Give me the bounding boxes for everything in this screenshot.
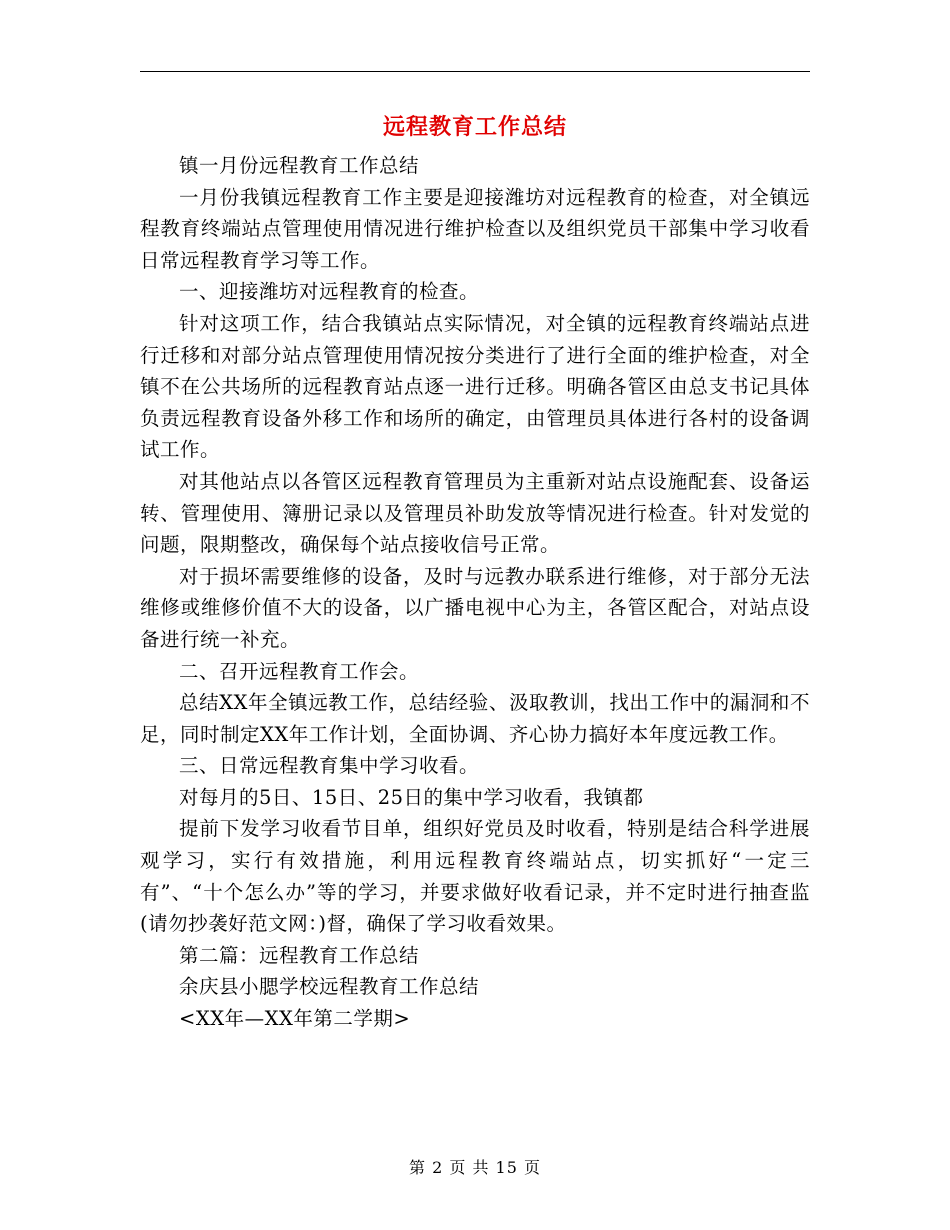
paragraph: 余庆县小腮学校远程教育工作总结 bbox=[179, 975, 480, 999]
paragraph: 一月份我镇远程教育工作主要是迎接潍坊对远程教育的检查，对全镇远程教育终端站点管理使用情况进行维护检查以及组织党员干部集中学习收看日常远程教育学习等工作。 bbox=[140, 185, 810, 272]
paragraph: <XX年—XX年第二学期> bbox=[179, 1007, 411, 1031]
paragraph: 提前下发学习收看节目单，组织好党员及时收看，特别是结合科学进展观学习，实行有效措施，利用远程教育终端站点，切实抓好“一定三有”、“十个怎么办”等的学习，并要求做好收看记录，并不定时进行抽查监(请勿抄袭好范文网：)督，确保了学习收看效果。 bbox=[140, 817, 810, 936]
paragraph: 总结XX年全镇远教工作，总结经验、汲取教训，找出工作中的漏洞和不足，同时制定XX年工作计划，全面协调、齐心协力搞好本年度远教工作。 bbox=[140, 691, 810, 746]
document-body bbox=[140, 150, 810, 1035]
paragraph: 针对这项工作，结合我镇站点实际情况，对全镇的远程教育终端站点进行迁移和对部分站点管理使用情况按分类进行了进行全面的维护检查，对全镇不在公共场所的远程教育站点逐一进行迁移。明确各管区由总支书记具体负责远程教育设备外移工作和场所的确定，由管理员具体进行各村的设备调试工作。 bbox=[140, 311, 810, 462]
section-heading: 二、召开远程教育工作会。 bbox=[179, 659, 420, 683]
page-footer: 第 2 页 共 15 页 bbox=[409, 1158, 541, 1177]
paragraph: 对其他站点以各管区远程教育管理员为主重新对站点设施配套、设备运转、管理使用、簿册记录以及管理员补助发放等情况进行检查。针对发觉的问题，限期整改，确保每个站点接收信号正常。 bbox=[140, 469, 810, 557]
section-heading: 三、日常远程教育集中学习收看。 bbox=[179, 754, 480, 778]
paragraph: 第二篇：远程教育工作总结 bbox=[179, 943, 420, 967]
paragraph: 对于损坏需要维修的设备，及时与远教办联系进行维修，对于部分无法维修或维修价值不大的设备，以广播电视中心为主，各管区配合，对站点设备进行统一补充。 bbox=[140, 564, 810, 651]
header-rule bbox=[140, 71, 810, 72]
document-title: 远程教育工作总结 bbox=[382, 115, 567, 140]
section-heading: 一、迎接潍坊对远程教育的检查。 bbox=[179, 280, 480, 304]
paragraph: 镇一月份远程教育工作总结 bbox=[179, 154, 420, 177]
paragraph: 对每月的5日、15日、25日的集中学习收看，我镇都 bbox=[179, 785, 644, 809]
